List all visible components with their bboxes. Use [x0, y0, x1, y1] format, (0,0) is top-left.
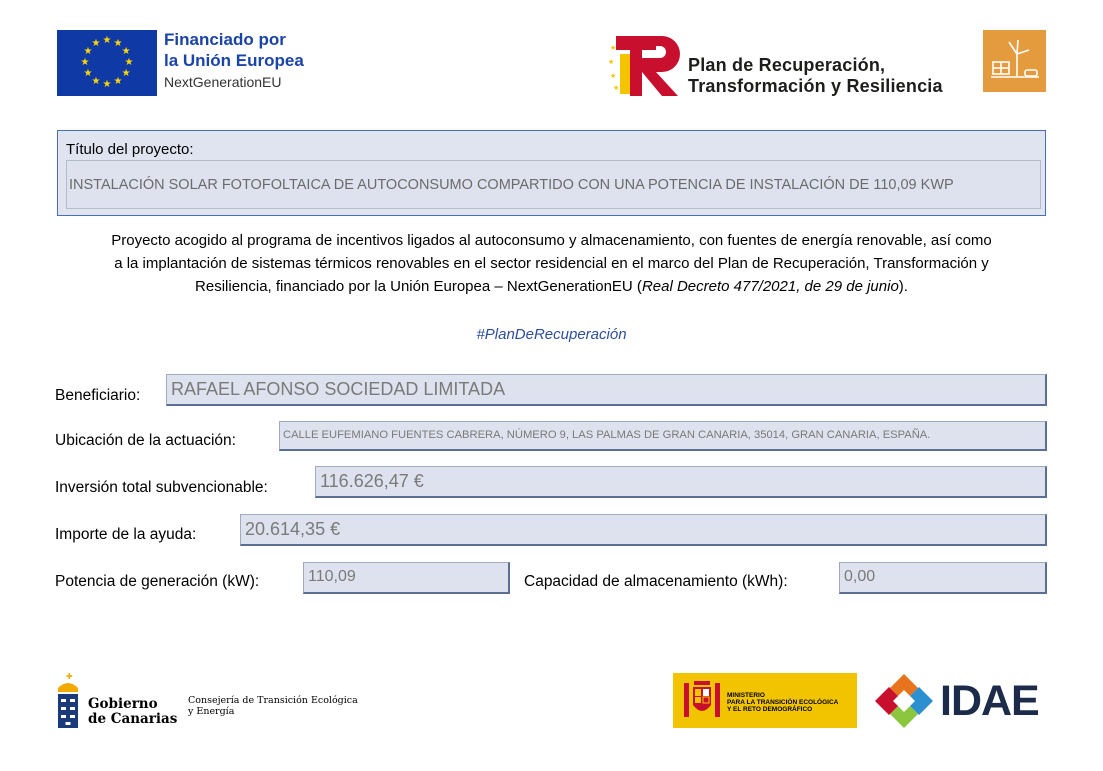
ubicacion-field[interactable]: CALLE EUFEMIANO FUENTES CABRERA, NÚMERO 9, LAS PALMAS DE GRAN CANARIA, 35014, GRAN CANARIA, ESPAÑA.: [279, 421, 1047, 451]
eu-star-icon: ★: [121, 68, 131, 79]
eu-star-icon: ★: [80, 57, 90, 68]
prtr-line-2: Transformación y Resiliencia: [688, 76, 943, 96]
description-line-2: a la implantación de sistemas térmicos renovables en el sector residencial en el marco del Plan de Recuperación, Transformación y: [114, 255, 989, 272]
importe-label: Importe de la ayuda:: [55, 526, 197, 543]
eu-star-icon: ★: [91, 37, 101, 49]
decree-reference: Real Decreto 477/2021, de 29 de junio: [641, 278, 899, 295]
eu-line-3: NextGenerationEU: [164, 74, 282, 90]
svg-text:★: ★: [608, 59, 615, 66]
eu-star-icon: ★: [113, 76, 123, 88]
project-title-field[interactable]: INSTALACIÓN SOLAR FOTOFOLTAICA DE AUTOCONSUMO COMPARTIDO CON UNA POTENCIA DE INSTALACIÓN DE 110,09 KWP: [66, 160, 1041, 209]
ministerio-line-3: Y EL RETO DEMOGRÁFICO: [727, 706, 813, 713]
eu-star-icon: ★: [124, 57, 134, 68]
beneficiario-field[interactable]: RAFAEL AFONSO SOCIEDAD LIMITADA: [166, 374, 1047, 406]
eu-star-icon: ★: [83, 68, 93, 79]
ministerio-line-2: PARA LA TRANSICIÓN ECOLÓGICA: [727, 699, 839, 706]
potencia-label: Potencia de generación (kW):: [55, 573, 260, 590]
prtr-logo-icon: [608, 32, 680, 98]
consejeria-line-1: Consejería de Transición Ecológica: [188, 695, 358, 706]
svg-text:✚: ✚: [66, 672, 73, 681]
capacidad-label: Capacidad de almacenamiento (kWh):: [524, 573, 788, 590]
svg-text:★: ★: [613, 85, 620, 92]
description-line-3: Resiliencia, financiado por la Unión Europea – NextGenerationEU (Real Decreto 477/2021, de 29 de junio).: [195, 278, 908, 295]
eu-star-icon: ★: [102, 79, 112, 90]
gobierno-line-1: Gobierno: [88, 696, 158, 712]
ubicacion-label: Ubicación de la actuación:: [55, 432, 236, 449]
consejeria-line-2: y Energía: [188, 706, 235, 717]
idae-logo-icon: [873, 672, 935, 730]
beneficiario-label: Beneficiario:: [55, 387, 141, 404]
capacidad-field[interactable]: 0,00: [839, 562, 1047, 594]
consejeria-text: [188, 695, 358, 717]
renewable-energy-icon: [983, 30, 1046, 92]
inversion-field[interactable]: 116.626,47 €: [315, 466, 1047, 498]
spain-coat-of-arms-icon: [681, 677, 723, 724]
potencia-field[interactable]: 110,09: [303, 562, 510, 594]
importe-field[interactable]: 20.614,35 €: [240, 514, 1047, 546]
idae-wordmark: IDAE: [940, 677, 1039, 725]
gobierno-canarias-logo-text: [88, 697, 177, 727]
prtr-title: [688, 55, 943, 97]
prtr-line-1: Plan de Recuperación,: [688, 55, 886, 75]
inversion-label: Inversión total subvencionable:: [55, 479, 268, 496]
eu-funding-text: [164, 29, 304, 91]
eu-star-icon: ★: [91, 76, 101, 88]
eu-flag-logo: [57, 30, 157, 96]
svg-text:★: ★: [610, 45, 617, 52]
eu-star-icon: ★: [83, 46, 93, 57]
description-line-1: Proyecto acogido al programa de incentivos ligados al autoconsumo y almacenamiento, con fuentes de energía renovable, así como: [111, 232, 992, 249]
eu-line-2: la Unión Europea: [164, 51, 304, 70]
hashtag: #PlanDeRecuperación: [476, 326, 627, 343]
program-description: [55, 229, 1048, 298]
gobierno-line-2: de Canarias: [88, 711, 178, 727]
eu-star-icon: ★: [121, 46, 131, 57]
eu-star-icon: ★: [102, 35, 112, 46]
svg-text:★: ★: [610, 73, 617, 80]
eu-line-1: Financiado por: [164, 30, 286, 49]
gobierno-canarias-crest-icon: [55, 672, 81, 730]
eu-star-icon: ★: [113, 37, 123, 49]
project-title-label: Título del proyecto:: [66, 141, 194, 158]
ministerio-line-1: MINISTERIO: [727, 692, 765, 699]
ministerio-text: [727, 692, 838, 713]
